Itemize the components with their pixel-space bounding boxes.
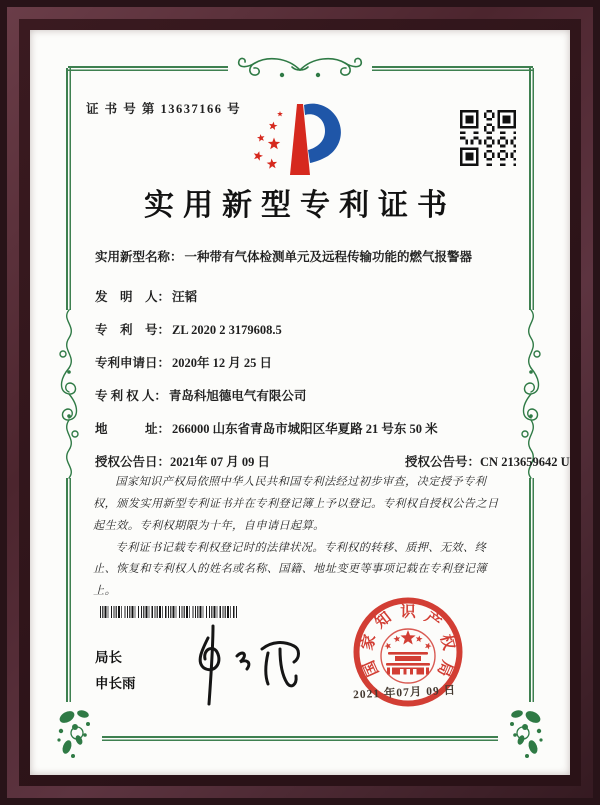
svg-text:家: 家 bbox=[359, 632, 380, 652]
field-value: 266000 山东省青岛市城阳区华夏路 21 号东 50 米 bbox=[172, 422, 438, 436]
svg-text:知: 知 bbox=[372, 609, 395, 632]
field-label: 地 址： bbox=[95, 422, 171, 436]
official-seal bbox=[338, 586, 478, 741]
svg-text:权: 权 bbox=[436, 632, 457, 652]
border-right-lower-segment bbox=[529, 478, 534, 702]
cnipa-logo-icon bbox=[246, 101, 350, 186]
barcode bbox=[100, 606, 238, 618]
director-signature bbox=[182, 618, 314, 713]
field-value: 2020年 12 月 25 日 bbox=[172, 356, 273, 370]
grant-no-label: 授权公告号： bbox=[405, 455, 481, 469]
national-emblem bbox=[384, 630, 431, 675]
bottom-left-floret bbox=[55, 707, 99, 759]
field-value: ZL 2020 2 3179608.5 bbox=[172, 323, 282, 337]
top-flourish-ornament bbox=[225, 53, 375, 83]
field-label: 专利申请日： bbox=[95, 356, 171, 370]
field-row-grant bbox=[95, 452, 570, 470]
svg-text:国: 国 bbox=[360, 657, 383, 679]
seal-date: 2021 年07月 09 日 bbox=[352, 684, 457, 702]
border-top-right-segment bbox=[372, 66, 533, 71]
svg-text:产: 产 bbox=[421, 609, 444, 632]
bottom-right-floret bbox=[501, 707, 545, 759]
field-row-patentee bbox=[95, 386, 306, 404]
field-value: 汪韬 bbox=[172, 290, 198, 304]
grant-no-value: CN 213659642 U bbox=[480, 455, 570, 469]
signer-block bbox=[95, 645, 136, 696]
field-row-filing-date bbox=[95, 353, 272, 371]
svg-text:识: 识 bbox=[400, 603, 416, 621]
legal-text-block bbox=[93, 472, 509, 603]
field-label: 发 明 人： bbox=[95, 290, 171, 304]
border-left-lower-segment bbox=[66, 478, 71, 702]
border-top-left-segment bbox=[68, 66, 228, 71]
legal-paragraph-2: 专利证书记载专利权登记时的法律状况。专利权的转移、质押、无效、终止、恢复和专利权人的姓名或名称、国籍、地址变更等事项记载在专利登记簿上。 bbox=[93, 541, 487, 598]
field-row-address bbox=[95, 419, 438, 437]
field-label: 实用新型名称： bbox=[95, 250, 183, 264]
grant-date-value: 2021年 07 月 09 日 bbox=[170, 455, 271, 469]
qr-code bbox=[460, 110, 516, 171]
director-name: 申长雨 bbox=[95, 675, 136, 691]
grant-date-label: 授权公告日： bbox=[95, 455, 171, 469]
director-title: 局长 bbox=[95, 650, 122, 665]
svg-text:局: 局 bbox=[433, 657, 456, 679]
field-row-name bbox=[95, 247, 472, 265]
certificate-title: 实用新型专利证书 bbox=[144, 189, 456, 222]
legal-paragraph-1: 国家知识产权局依照中华人民共和国专利法经过初步审查，决定授予专利权，颁发实用新型专利证书并在专利登记簿上予以登记。专利权自授权公告之日起生效。专利权期限为十年，自申请日起算。 bbox=[93, 476, 499, 532]
field-label: 专 利 权 人： bbox=[95, 389, 167, 403]
field-row-inventor bbox=[95, 287, 197, 305]
field-value: 一种带有气体检测单元及远程传输功能的燃气报警器 bbox=[184, 250, 473, 264]
certificate-number: 证 书 号 第 13637166 号 bbox=[86, 102, 242, 116]
field-row-patent-number bbox=[95, 320, 282, 338]
field-value: 青岛科旭德电气有限公司 bbox=[168, 389, 307, 403]
field-label: 专 利 号： bbox=[95, 323, 171, 337]
left-scroll-ornament bbox=[56, 308, 82, 480]
